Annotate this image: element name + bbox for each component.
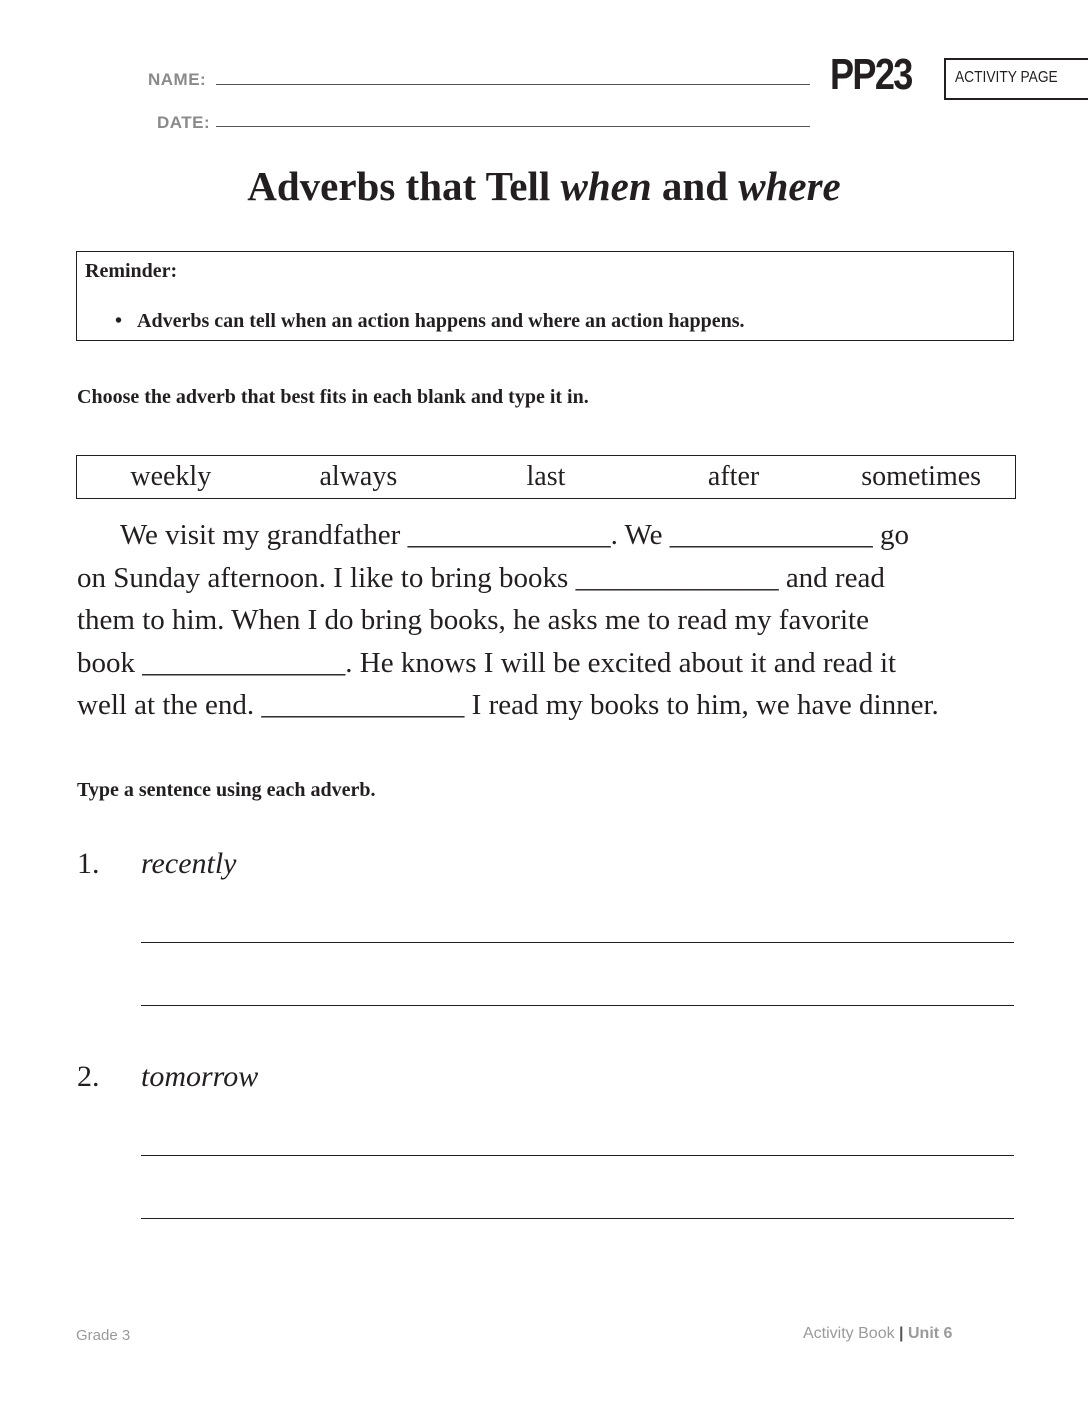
word-bank-item: always [319,461,398,492]
reminder-bullet: Adverbs can tell when an action happens and where an action happens. [137,310,745,332]
item-word: recently [141,847,237,880]
word-bank [76,455,1016,499]
passage-line[interactable]: book ______________. He knows I will be excited about it and read it [77,646,897,679]
fill-instruction: Choose the adverb that best fits in each blank and type it in. [77,386,589,408]
passage-line[interactable]: We visit my grandfather ______________. We ______________ go [120,519,909,551]
answer-line[interactable] [141,1155,1014,1156]
word-bank-item: last [526,461,566,492]
footer-grade: Grade 3 [76,1327,131,1344]
reminder-heading: Reminder: [85,260,178,282]
footer-separator: | [899,1325,904,1342]
activity-code: PP23 [830,50,912,99]
item-word: tomorrow [141,1060,259,1093]
word-bank-item: weekly [130,461,212,492]
page-title [0,162,1088,210]
footer-unit: Unit 6 [907,1325,953,1342]
title-text-1: Adverbs that Tell [247,163,561,209]
footer-book: Activity Book [803,1325,895,1342]
item-number: 2. [77,1060,100,1093]
answer-line[interactable] [141,1005,1014,1006]
answer-line[interactable] [141,1218,1014,1219]
date-field-line[interactable] [216,126,810,127]
passage-line: them to him. When I do bring books, he asks me to read my favorite [77,604,869,637]
title-em-where: where [738,163,841,209]
name-label: NAME: [148,70,207,89]
footer-book-unit [803,1325,952,1343]
activity-page-box [944,58,1088,100]
passage-line[interactable]: well at the end. ______________ I read my books to him, we have dinner. [77,689,939,722]
title-text-2: and [651,163,739,209]
name-field-line[interactable] [216,84,810,85]
passage [77,514,1017,727]
bullet-dot: • [115,310,123,332]
title-em-when: when [560,163,652,209]
word-bank-item: after [707,461,760,492]
date-label: DATE: [157,113,211,132]
word-bank-item: sometimes [861,461,982,492]
item-number: 1. [77,847,100,880]
answer-line[interactable] [141,942,1014,943]
activity-page-label: ACTIVITY PAGE [955,69,1058,86]
reminder-box [76,251,1014,341]
passage-line[interactable]: on Sunday afternoon. I like to bring books ______________ and read [77,561,885,594]
write-instruction: Type a sentence using each adverb. [77,779,376,801]
